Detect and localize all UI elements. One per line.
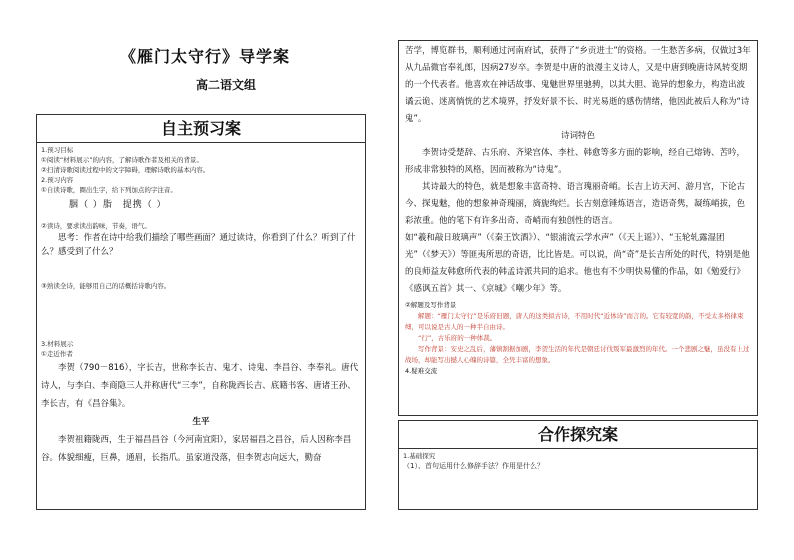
- background-item: 写作背景：安史之乱后，藩镇割据加剧，李贺生活的年代是朝廷讨伐叛军最激烈的年代。一个悲剧之魅，虽没有上过战场，却能写出撼人心魄的诗篇，全凭丰富的想象。: [405, 345, 750, 364]
- life-paragraph: 李贺祖籍陇西，生于福昌昌谷（今河南宜阳），家居福昌之昌谷，后人因称李昌谷。体貌细瘦，巨鼻，通眉，长指爪。虽家道没落，但李贺志向远大，勤奋: [41, 435, 352, 463]
- cooperation-question: （1）、首句运用什么修辞手法？作用是什么？: [403, 462, 544, 470]
- read-instruction: ②读诗，要求读出韵味，节奏，语气。: [41, 222, 151, 230]
- author-paragraph: 李贺（790－816），字长吉，世称李长吉、鬼才、诗鬼、李昌谷、李奉礼。唐代诗人，与李白、李商隐三人并称唐代“三李”，自称陇西长吉、底籍书客、唐诸王孙、李长吉，有《昌谷集》。: [41, 363, 359, 409]
- share-heading: 4.疑难交流: [405, 367, 438, 375]
- feature-heading: 诗词特色: [560, 131, 595, 141]
- life-heading: 生平: [192, 417, 210, 427]
- page-title: 《雁门太守行》导学案: [120, 47, 291, 66]
- vocab-row: [41, 195, 361, 215]
- author-heading: ①走近作者: [41, 350, 73, 358]
- cooperation-subheading: 1.基础探究: [403, 452, 436, 460]
- feature-paragraph: 如“羲和敲日玻璃声”（《秦王饮酒》）、“银浦流云学水声”（《天上谣》）、“玉轮轧露湿团光”（《梦天》）等匪夷所思的奇语，比比皆是。可以说，尚“奇”是长吉所处的时代，特别是他的良师益友韩愈所代表的韩孟诗派共同的追求。他也有不少明快易懂的作品，如《勉爱行》《感讽五首》其一、《京城》《嘲少年》等。: [405, 233, 750, 294]
- material-heading: 3.材料展示: [41, 340, 74, 348]
- content-item: ①自读诗歌，圈出生字，给下列加点的字注音。: [41, 186, 177, 194]
- page-subtitle: 高二语文组: [196, 78, 257, 92]
- self-study-heading: 自主预习案: [37, 115, 365, 143]
- feature-paragraph: 李贺诗受楚辞、古乐府、齐梁宫体、李杜、韩愈等多方面的影响，经自己熔铸、苦吟，形成非常独特的风格，因而被称为“诗鬼”。: [405, 148, 746, 175]
- goal-heading: 1.预习目标: [41, 146, 74, 154]
- cooperation-section: [398, 420, 758, 510]
- self-study-section: [36, 114, 366, 510]
- material-continued-section: [398, 40, 758, 416]
- background-item: 解题：“雁门太守行”是乐府旧题，唐人的这类拟古诗，不用时代“近体诗”而言的。它有较宽的韵，不受太多格律束缚，可以说是古人的一种半自由诗。: [405, 312, 744, 331]
- goal-item: ②扫清诗歌阅读过程中的文字障碍，理解诗歌的基本内容。: [41, 166, 210, 174]
- feature-paragraph: 其诗最大的特色，就是想象丰富奇特、语言瑰丽奇峭。长吉上访天河、游月宫，下论古今、探鬼魅，他的想象神奇瑰丽，旖旎绚烂。长吉刻意锤炼语言，造语奇隽，凝练峭拔，色彩浓重。他的笔下有许多出奇、奇峭而有独创性的语言。: [405, 182, 746, 226]
- vocab-item[interactable]: 胭（ ）脂: [69, 200, 113, 210]
- content-heading: 2.预习内容: [41, 176, 74, 184]
- vocab-item[interactable]: 提携（ ）: [122, 200, 167, 210]
- background-item: “行”，古乐府的一种体裁。: [418, 334, 497, 342]
- goal-item: ①阅读“材料展示”的内容，了解诗歌作者及相关的背景。: [41, 156, 204, 164]
- read-instruction: ③熟读全诗，能够用自己的话概括诗歌内容。: [41, 282, 171, 290]
- think-question: 思考：作者在诗中给我们描绘了哪些画面？通过读诗，你看到了什么？听到了什么？感受到了什么？: [41, 233, 356, 257]
- cooperation-heading: 合作探究案: [399, 421, 757, 449]
- life-paragraph-continued: 苦学，博览群书，顺利通过河南府试，获得了“乡贡进士”的资格。一生愁苦多病，仅做过3年从九品微官奉礼郎，因病27岁卒。李贺是中唐的浪漫主义诗人，又是中唐到晚唐诗风转变期的一个代表者。他喜欢在神话故事、鬼魅世界里驰骋，以其大胆、诡异的想象力，构造出波谲云诡、迷离惝恍的艺术境界，抒发好景不长、时光易逝的感伤情绪，他因此被后人称为“诗鬼”。: [405, 46, 751, 124]
- background-heading: ②解题及写作背景: [405, 301, 457, 309]
